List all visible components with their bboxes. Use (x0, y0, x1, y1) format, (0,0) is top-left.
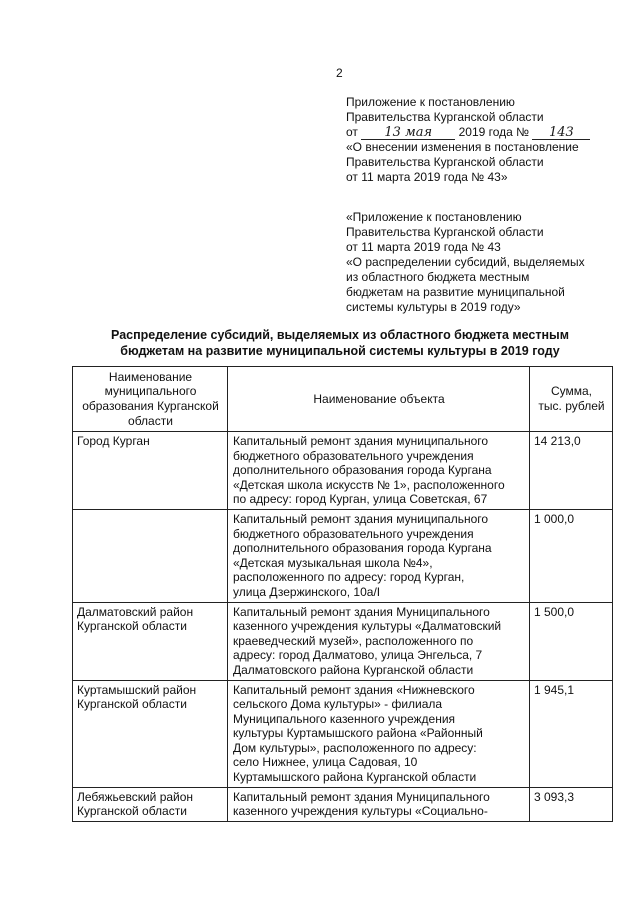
object-cell (228, 509, 530, 602)
object-line: по адресу: город Курган, улица Советская, 67 (233, 492, 488, 507)
header-text-line: образования Курганской (82, 399, 219, 413)
original-appendix-line: системы культуры в 2019 году» (346, 300, 521, 314)
header-object (228, 367, 530, 432)
amount-cell: 1 500,0 (530, 602, 613, 680)
amount-cell: 1 000,0 (530, 509, 613, 602)
original-appendix-line: из областного бюджета местным (346, 270, 530, 284)
header-text-line: Наименование (108, 369, 193, 384)
title-line: бюджетам на развитие муниципальной системы культуры в 2019 году (120, 344, 560, 358)
title-line: Распределение субсидий, выделяемых из областного бюджета местным (111, 328, 569, 342)
header-text-line: муниципального (104, 384, 197, 399)
municipality-line: Куртамышский район (77, 682, 197, 697)
handwritten-number: 143 (532, 127, 590, 140)
appendix-line: Правительства Курганской области (346, 155, 544, 169)
appendix-line: «О внесении изменения в постановление (346, 140, 579, 154)
appendix-line: от 11 марта 2019 года № 43» (346, 170, 508, 184)
appendix-reference (346, 95, 616, 185)
object-cell (228, 787, 530, 821)
object-line: расположенного по адресу: город Курган, (233, 570, 465, 585)
header-amount (530, 367, 613, 432)
municipality-line: Курганской области (77, 804, 187, 819)
object-line: культуры Куртамышского района «Районный (233, 726, 483, 741)
municipality-cell (73, 509, 228, 602)
municipality-cell (73, 680, 228, 787)
municipality-cell (73, 787, 228, 821)
object-line: Капитальный ремонт здания Муниципального (233, 604, 490, 619)
table-row (73, 680, 613, 787)
object-cell (228, 602, 530, 680)
amount-cell: 3 093,3 (530, 787, 613, 821)
municipality-line: Город Курган (77, 434, 150, 448)
object-line: Куртамышского района Курганской области (233, 770, 477, 785)
object-line: Дом культуры», расположенного по адресу: (233, 740, 477, 755)
amount-cell: 1 945,1 (530, 680, 613, 787)
table-row (73, 509, 613, 602)
original-appendix-line: от 11 марта 2019 года № 43 (346, 240, 501, 254)
object-line: адресу: город Далматово, улица Энгельса, 7 (233, 648, 483, 663)
object-line: Капитальный ремонт здания Муниципального (233, 789, 490, 804)
year-text: 2019 года № (458, 125, 530, 139)
object-line: «Детская школа искусств № 1», расположенного (233, 477, 505, 492)
appendix-line: Приложение к постановлению (346, 95, 515, 109)
header-text-line: области (128, 413, 173, 428)
object-cell (228, 680, 530, 787)
object-line: казенного учреждения культуры «Далматовский (233, 619, 502, 634)
appendix-date-line (346, 125, 616, 140)
header-text-line: тыс. рублей (538, 399, 605, 413)
object-line: Далматовского района Курганской области (233, 662, 474, 677)
object-cell (228, 432, 530, 510)
object-line: дополнительного образования города Кургана (233, 541, 492, 556)
object-line: «Детская музыкальная школа №4», (233, 555, 433, 570)
object-line: Муниципального казенного учреждения (233, 711, 456, 726)
original-appendix-line: бюджетам на развитие муниципальной (346, 285, 565, 299)
handwritten-date: 13 мая (361, 127, 455, 140)
from-label: от (346, 125, 358, 139)
object-line: улица Дзержинского, 10а/I (233, 584, 381, 599)
object-line: сельского Дома культуры» - филиала (233, 697, 443, 712)
object-line: бюджетного образовательного учреждения (233, 526, 474, 541)
table-header-row (73, 367, 613, 432)
amount-cell: 14 213,0 (530, 432, 613, 510)
municipality-line: Далматовский район (77, 604, 194, 619)
table-row (73, 787, 613, 821)
municipality-line: Лебяжьевский район (77, 789, 194, 804)
original-appendix-reference (346, 210, 616, 315)
table-row (73, 602, 613, 680)
municipality-cell (73, 432, 228, 510)
original-appendix-line: «О распределении субсидий, выделяемых (346, 255, 585, 269)
object-line: Капитальный ремонт здания муниципального (233, 511, 489, 526)
header-text-line: Сумма, (550, 384, 593, 399)
municipality-cell (73, 602, 228, 680)
object-line: бюджетного образовательного учреждения (233, 448, 474, 463)
object-line: Капитальный ремонт здания муниципального (233, 434, 489, 448)
header-municipality (73, 367, 228, 432)
subsidy-table (72, 366, 613, 822)
document-title (60, 327, 620, 359)
object-line: село Нижнее, улица Садовая, 10 (233, 755, 418, 770)
appendix-line: Правительства Курганской области (346, 110, 544, 124)
municipality-line: Курганской области (77, 697, 187, 712)
object-line: краеведческий музей», расположенного по (233, 633, 474, 648)
original-appendix-line: «Приложение к постановлению (346, 210, 522, 224)
object-line: казенного учреждения культуры «Социально- (233, 804, 488, 819)
page-number: 2 (336, 66, 343, 80)
object-line: дополнительного образования города Кургана (233, 463, 492, 478)
municipality-line: Курганской области (77, 619, 187, 634)
header-text-line: Наименование объекта (313, 391, 445, 406)
object-line: Капитальный ремонт здания «Нижневского (233, 682, 475, 697)
original-appendix-line: Правительства Курганской области (346, 225, 544, 239)
table-row (73, 432, 613, 510)
